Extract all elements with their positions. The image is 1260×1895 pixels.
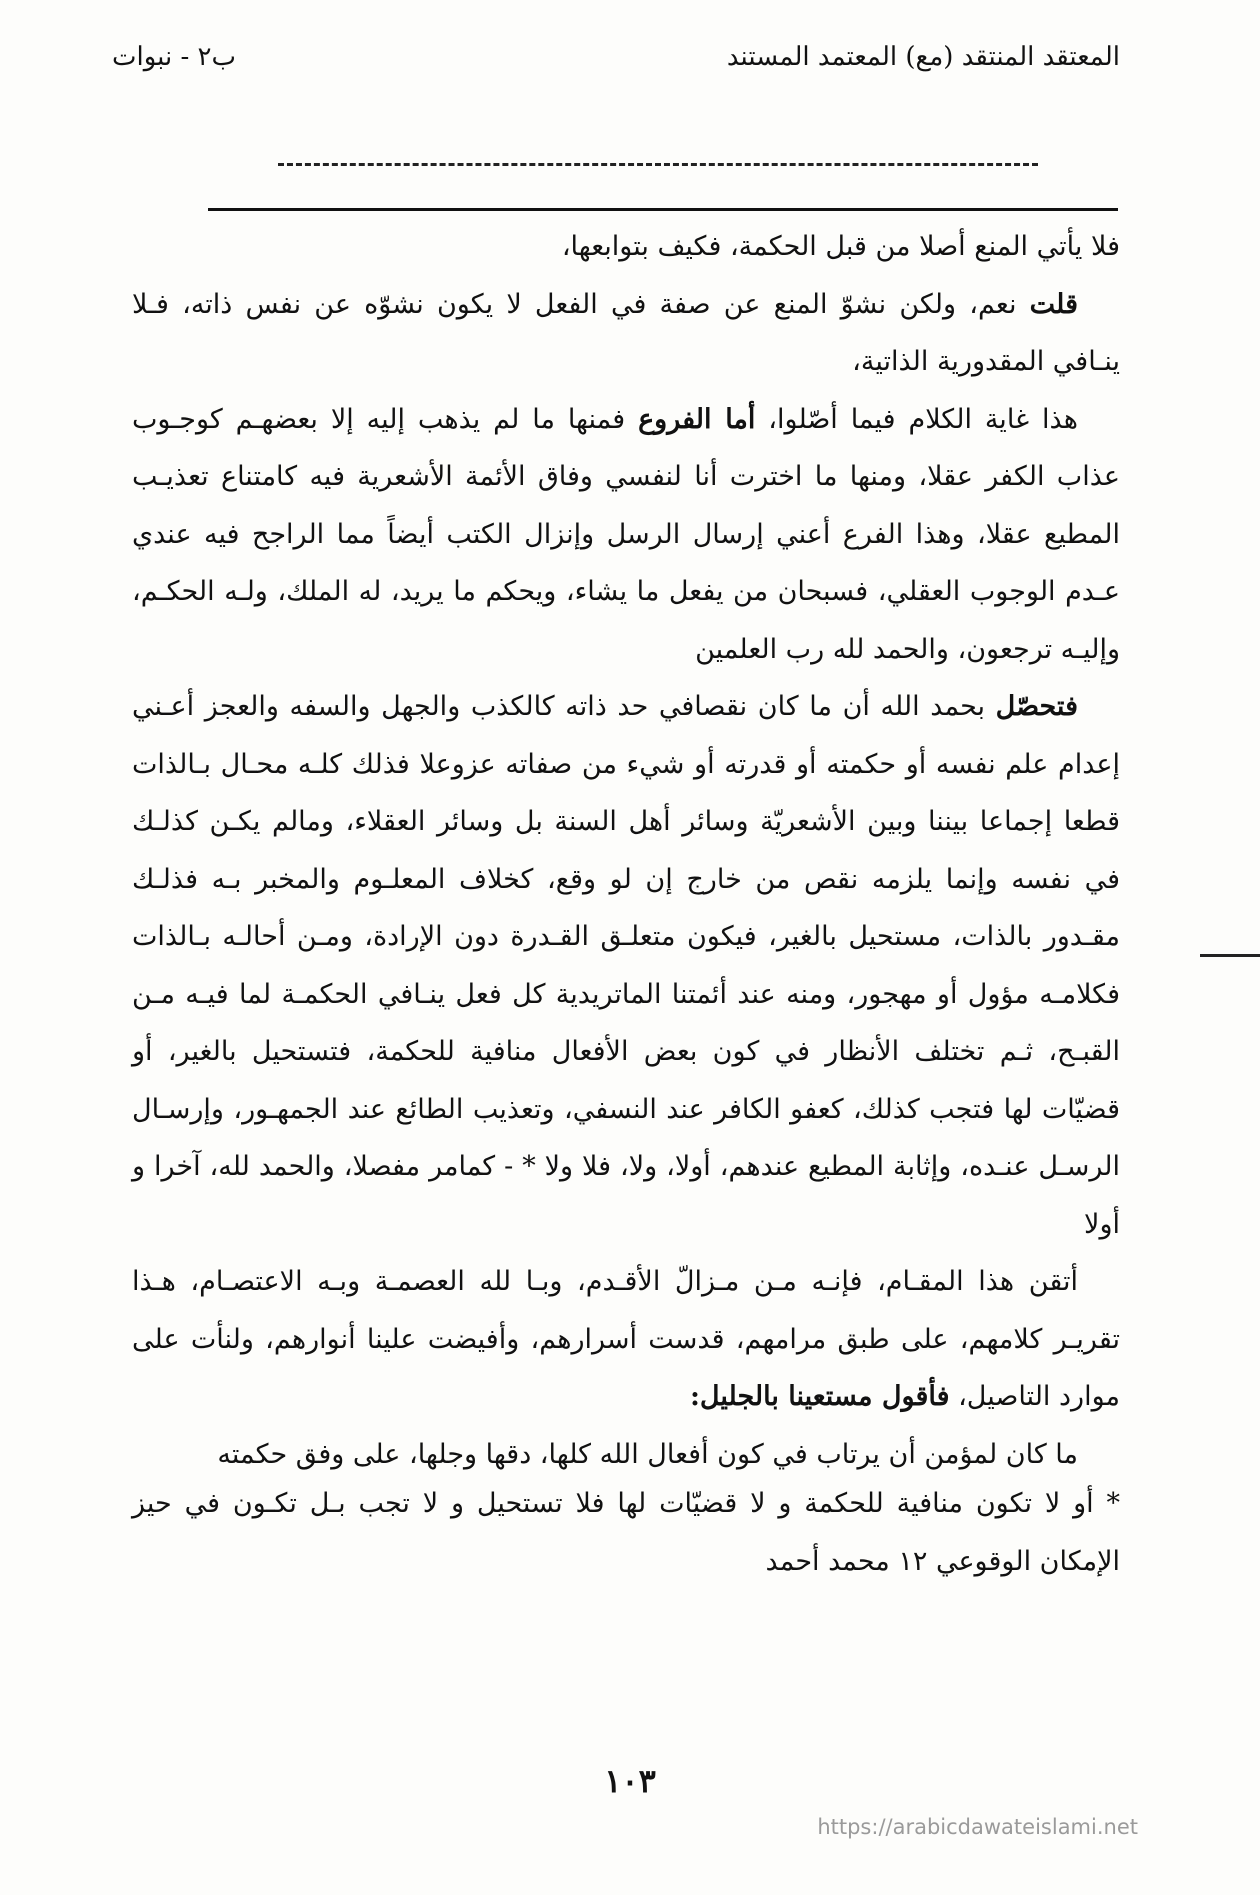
- paragraph-6: ما كان لمؤمن أن يرتاب في كون أفعال الله كلها، دقها وجلها، على وفق حكمته: [217, 1438, 1078, 1470]
- page-number: ١٠٣: [604, 1762, 656, 1800]
- dashed-divider: [278, 163, 1038, 166]
- paragraph-3-start: هذا غاية الكلام فيما أصّلوا،: [768, 403, 1078, 435]
- paragraph-3: [132, 391, 1120, 679]
- footnote: [132, 1475, 1120, 1590]
- source-watermark: https://arabicdawateislami.net: [817, 1815, 1138, 1839]
- paragraph-4: [132, 678, 1120, 1253]
- main-text: [132, 218, 1120, 1483]
- paragraph-3-text: فمنها ما لم يذهب إليه إلا بعضهـم كوجـوب عذاب الكفر عقلا، ومنها ما اخترت أنا لنفسي وفاق الأئمة الأشعرية فيه كامتناع تعذيـب المطيع عقلا، وهذا الفرع أعني إرسال الرسل وإنزال الكتب أيضاً مما الراجح فيه عندي عـدم الوجوب العقلي، فسبحان من يفعل ما يشاء، ويحكم ما يريد، له الملك، ولـه الحكـم، وإليـه ترجعون، والحمد لله رب العلمين: [132, 403, 1120, 665]
- paragraph-5: [132, 1253, 1120, 1426]
- footnote-text: * أو لا تكون منافية للحكمة و لا قضيّات لها فلا تستحيل و لا تجب بـل تكـون في حيز الإمكان الوقوعي ١٢ محمد أحمد: [132, 1488, 1120, 1577]
- running-header-title: المعتقد المنتقد (مع) المعتمد المستند: [726, 42, 1120, 72]
- qult-label: قلت: [1029, 288, 1078, 320]
- margin-mark: [1200, 954, 1260, 957]
- amma-label: أما الفروع: [638, 403, 756, 435]
- header-rule: [208, 208, 1118, 211]
- aqool-label: فأقول مستعينا بالجليل:: [689, 1381, 950, 1412]
- fahassal-label: فتحصّل: [995, 691, 1078, 722]
- paragraph-2-text: نعم، ولكن نشوّ المنع عن صفة في الفعل لا يكون نشوّه عن نفس ذاته، فـلا ينـافي المقدورية الذاتية،: [132, 288, 1120, 377]
- paragraph-2: [132, 276, 1120, 391]
- paragraph-4-text: بحمد الله أن ما كان نقصافي حد ذاته كالكذب والجهل والسفه والعجز أعـني إعدام علم نفسه أو حكمته أو قدرته أو شيء من صفاته عزوعلا فذلك كلـه محـال بـالذات قطعا إجماعا بيننا وبين الأشعريّة وسائر أهل السنة بل وسائر العقلاء، ومالم يكـن كذلـك في نفسه وإنما يلزمه نقص من خارج إن لو وقع، كخلاف المعلـوم والمخبر بـه فذلـك مقـدور بالذات، مستحيل بالغير، فيكون متعلـق القـدرة دون الإرادة، ومـن أحالـه بـالذات فكلامـه مؤول أو مهجور، ومنه عند أئمتنا الماتريدية كل فعل ينـافي الحكمـة لما فيـه مـن القبـح، ثـم تختلف الأنظار في كون بعض الأفعال منافية للحكمة، فتستحيل بالغير، أو قضيّات لها فتجب كذلك، كعفو الكافر عند النسفي، وتعذيب الطائع عند الجمهـور، وإرسـال الرسـل عنـده، وإثابة المطيع عندهم، أولا، ولا، فلا ولا * - كمامر مفصلا، والحمد لله، آخرا و أولا: [132, 691, 1120, 1240]
- paragraph-1: فلا يأتي المنع أصلا من قبل الحكمة، فكيف بتوابعها،: [561, 231, 1120, 262]
- paragraph-5-text: أتقن هذا المقـام، فإنـه مـن مـزالّ الأقـدم، وبـا لله العصمـة وبـه الاعتصـام، هـذا تقريـر كلامهم، على طبق مرامهم، قدست أسرارهم، وأفيضت علينا أنوارهم، ولنأت على موارد التاصيل،: [132, 1266, 1120, 1412]
- running-header-section: ب٢ - نبوات: [112, 42, 236, 72]
